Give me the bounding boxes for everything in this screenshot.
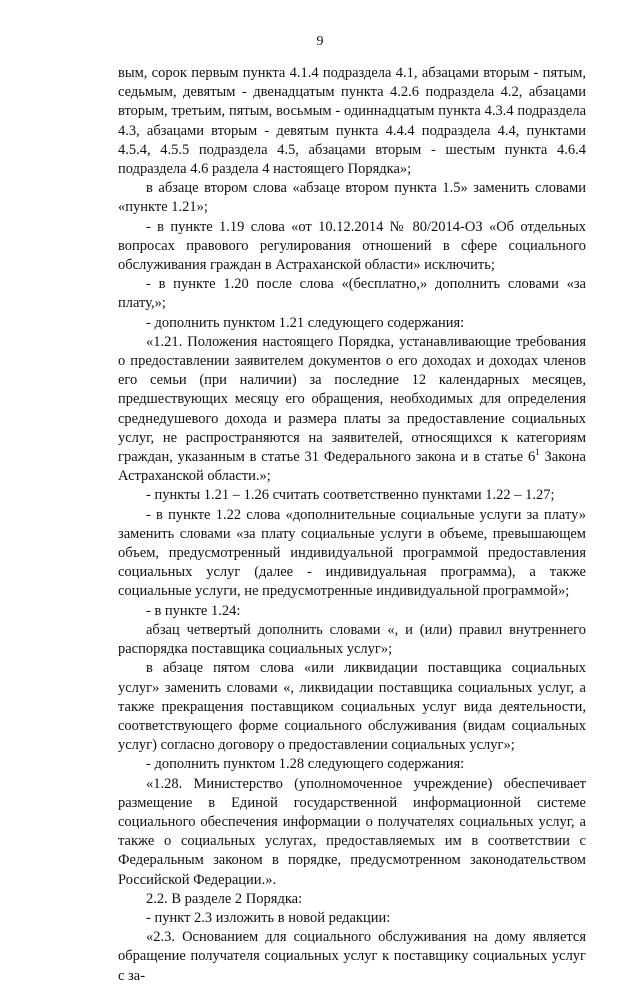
document-body [118, 64, 586, 986]
superscript: 1 [535, 447, 540, 458]
page-number: 9 [316, 34, 324, 49]
paragraph: «1.28. Министерство (уполномоченное учреждение) обеспечивает размещение в Единой государственной информационной системе социального обеспечения информации о получателях социальных услуг, а также о социальных услугах, предоставляемых им в соответствии с Федеральным законом в порядке, предусмотренном законодательством Российской Федерации.». [118, 775, 586, 888]
paragraph: абзац четвертый дополнить словами «, и (или) правил внутреннего распорядка поставщика социальных услуг»; [118, 621, 586, 658]
paragraph: - дополнить пунктом 1.21 следующего содержания: [146, 314, 465, 331]
paragraph: в абзаце втором слова «абзаце втором пункта 1.5» заменить словами «пункте 1.21»; [118, 180, 586, 216]
paragraph: в абзаце пятом слова «или ликвидации поставщика социальных услуг» заменить словами «, ликвидации поставщика социальных услуг, а также прекращения поставщиком социальных услуг вида деятельности, соответствующего форме социального обслуживания (видам социальных услуг) согласно договору о предоставлении социальных услуг»; [118, 660, 586, 754]
paragraph: - в пункте 1.22 слова «дополнительные социальные услуги за плату» заменить словами «за плату социальные услуги в объеме, превышающем объем, предусмотренный индивидуальной программой предоставления социальных услуг (далее - индивидуальная программа), а также социальные услуги, не предусмотренные индивидуальной программой»; [118, 506, 586, 600]
paragraph: - дополнить пунктом 1.28 следующего содержания: [146, 756, 465, 773]
paragraph: 2.2. В разделе 2 Порядка: [146, 890, 303, 907]
paragraph: - в пункте 1.24: [146, 602, 241, 619]
paragraph: - в пункте 1.20 после слова «(бесплатно,» дополнить словами «за плату,»; [118, 276, 586, 312]
paragraph: - пункты 1.21 – 1.26 считать соответственно пунктами 1.22 – 1.27; [146, 487, 555, 504]
paragraph-text: Закона Астраханской области.»; [118, 449, 586, 485]
paragraph [118, 333, 586, 487]
paragraph: вым, сорок первым пункта 4.1.4 подраздела 4.1, абзацами вторым - пятым, седьмым, девятым - двенадцатым пункта 4.2.6 подраздела 4.2, абзацами вторым, третьим, пятым, восьмым - одиннадцатым пункта 4.3.4 подраздела 4.3, абзацами вторым - девятым пункта 4.4.4 подраздела 4.4, пунктами 4.5.4, 4.5.5 подраздела 4.5, абзацами вторым - шестым пункта 4.6.4 подраздела 4.6 раздела 4 настоящего Порядка»; [118, 65, 586, 178]
paragraph: - в пункте 1.19 слова «от 10.12.2014 № 80/2014-ОЗ «Об отдельных вопросах правового регулирования отношений в сфере социального обслуживания граждан в Астраханской области» исключить; [118, 218, 586, 274]
paragraph: - пункт 2.3 изложить в новой редакции: [146, 909, 391, 926]
paragraph-text: «1.21. Положения настоящего Порядка, устанавливающие требования о предоставлении заявителем документов о его доходах и доходах членов его семьи (при наличии) за последние 12 календарных месяцев, предшествующих месяцу его обращения, необходимых для определения среднедушевого дохода и размера платы за предоставление социальных услуг, не распространяются на заявителей, относящихся к категориям граждан, указанным в статье 31 Федерального закона и в статье 6 [118, 333, 586, 466]
paragraph: «2.3. Основанием для социального обслуживания на дому является обращение получателя социальных услуг к поставщику социальных услуг с за- [118, 929, 586, 984]
